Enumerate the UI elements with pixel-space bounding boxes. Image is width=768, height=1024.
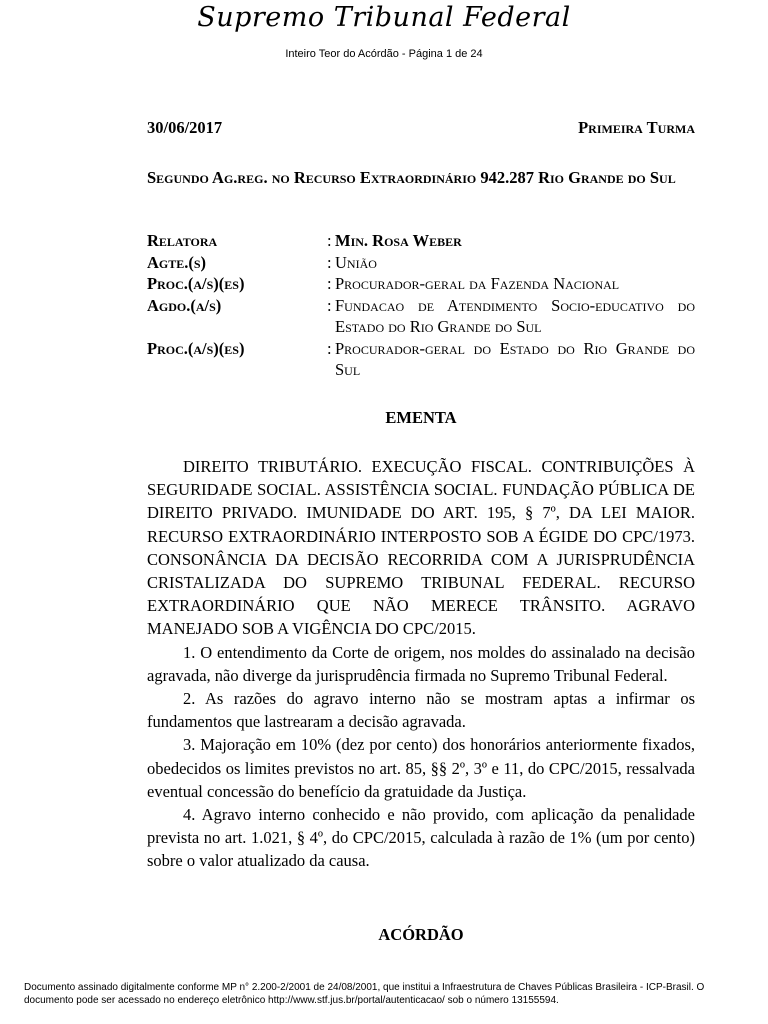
date-row	[147, 118, 695, 138]
party-value: Procurador-geral do Estado do Rio Grande do Sul	[335, 338, 695, 379]
party-separator: :	[327, 338, 332, 358]
party-separator: :	[327, 252, 332, 272]
chamber-name: Primeira Turma	[578, 118, 695, 137]
party-row	[147, 252, 695, 274]
party-value: Procurador-geral da Fazenda Nacional	[335, 274, 620, 293]
ementa-paragraph: 2. As razões do agravo interno não se mostram aptas a infirmar os fundamentos que lastrearam a decisão agravada.	[147, 689, 695, 732]
party-separator: :	[327, 274, 332, 293]
party-row	[147, 295, 695, 338]
footer-line: documento pode ser acessado no endereço eletrônico http://www.stf.jus.br/portal/autenticacao/ sob o número 13155594.	[24, 995, 559, 1006]
judgment-date: 30/06/2017	[147, 118, 223, 137]
party-label: Relatora	[147, 231, 218, 250]
ementa-heading: EMENTA	[385, 408, 457, 427]
party-label: Proc.(a/s)(es)	[147, 274, 245, 293]
party-value: União	[335, 252, 377, 272]
party-separator: :	[327, 231, 332, 250]
ementa-body	[147, 455, 695, 873]
party-label: Agte.(s)	[147, 252, 207, 272]
ementa-paragraph: 1. O entendimento da Corte de origem, nos moldes do assinalado na decisão agravada, não diverge da jurisprudência firmada no Supremo Tribunal Federal.	[147, 642, 695, 685]
ementa-paragraph: 4. Agravo interno conhecido e não provido, com aplicação da penalidade prevista no art. 1.021, § 4º, do CPC/2015, calculada à razão de 1% (um por cento) sobre o valor atualizado da causa.	[147, 805, 695, 871]
footer-line: Documento assinado digitalmente conforme MP n° 2.200-2/2001 de 24/08/2001, que institui a Infraestrutura de Chaves Públicas Brasileira - ICP-Brasil. O	[24, 982, 705, 993]
parties-list	[147, 230, 695, 381]
party-row	[147, 338, 695, 381]
case-title: Segundo Ag.reg. no Recurso Extraordinário 942.287 Rio Grande do Sul	[147, 168, 676, 187]
ementa-paragraph: DIREITO TRIBUTÁRIO. EXECUÇÃO FISCAL. CONTRIBUIÇÕES À SEGURIDADE SOCIAL. ASSISTÊNCIA SOCIAL. FUNDAÇÃO PÚBLICA DE DIREITO PRIVADO. IMUNIDADE DO ART. 195, § 7º, DA LEI MAIOR. RECURSO EXTRAORDINÁRIO INTERPOSTO SOB A ÉGIDE DO CPC/1973. CONSONÂNCIA DA DECISÃO RECORRIDA COM A JURISPRUDÊNCIA CRISTALIZADA DO SUPREMO TRIBUNAL FEDERAL. RECURSO EXTRAORDINÁRIO QUE NÃO MERECE TRÂNSITO. AGRAVO MANEJADO SOB A VIGÊNCIA DO CPC/2015.	[147, 457, 695, 639]
party-label: Agdo.(a/s)	[147, 295, 222, 315]
party-value: Fundacao de Atendimento Socio-educativo do Estado do Rio Grande do Sul	[335, 295, 695, 336]
ementa-paragraph: 3. Majoração em 10% (dez por cento) dos honorários anteriormente fixados, obedecidos os limites previstos no art. 85, §§ 2º, 3º e 11, do CPC/2015, ressalvada eventual concessão do benefício da gratuidade da Justiça.	[147, 735, 695, 801]
party-value: Min. Rosa Weber	[335, 231, 462, 250]
party-row	[147, 273, 695, 295]
acordao-heading: ACÓRDÃO	[378, 925, 464, 944]
party-separator: :	[327, 295, 332, 315]
court-title: Supremo Tribunal Federal	[197, 2, 571, 33]
party-row	[147, 230, 695, 252]
signature-footer	[24, 981, 744, 1007]
page-indicator: Inteiro Teor do Acórdão - Página 1 de 24	[285, 48, 483, 60]
party-label: Proc.(a/s)(es)	[147, 338, 245, 358]
